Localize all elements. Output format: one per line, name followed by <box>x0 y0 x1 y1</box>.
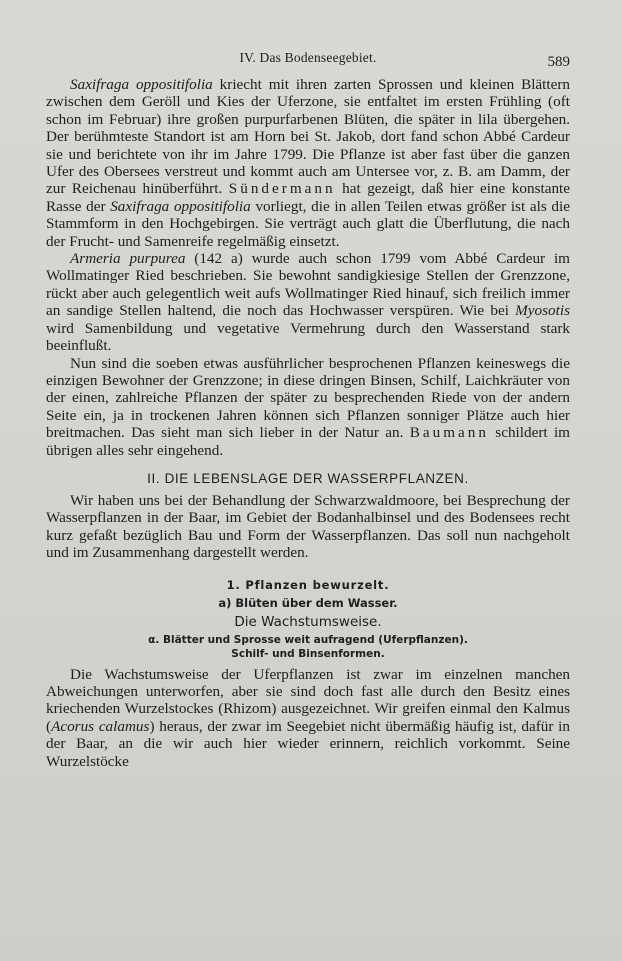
author-name: Sündermann <box>228 180 336 198</box>
subheading-level-3: Die Wachstumsweise. <box>234 613 382 630</box>
genus-name: Myosotis <box>515 302 570 320</box>
section-title: II. DIE LEBENSLAGE DER WASSERPFLANZEN. <box>147 470 469 486</box>
text-run: Die Wachstumsweise der Uferpflanzen ist zwar im einzelnen manchen Abweichungen unterworfen, aber sie sind doch fast alle durch den Besitz eines kriechenden Wurzelstockes (Rhizom) ausgezeichnet. Wir greifen einmal den Kalmus ( <box>46 665 570 735</box>
text-run: kriecht mit ihren zarten Sprossen und kleinen Blättern zwischen dem Geröll und Kies der Uferzone, sie entfaltet im ersten Frühling (oft schon im Februar) ihre großen purpurfarbenen Blüten, die später in lila übergehen. Der berühmteste Standort ist am Horn bei St. Jakob, dort fand schon Abbé Cardeur sie und berichtete von ihr im Jahre 1799. Die Pflanze ist aber fast über die ganzen Ufer des Obersees verstreut und kommt auch am Untersee vor, z. B. am Damm, der zur Reichenau hinüberführt. <box>46 76 570 198</box>
species-name: Armeria purpurea <box>70 250 186 268</box>
paragraph-wachstumsweise <box>46 666 570 770</box>
text-run: schildert im übrigen alles sehr eingehend. <box>46 424 570 459</box>
subheading-level-1: 1. Pflanzen bewurzelt. <box>226 577 390 592</box>
text-run: vorliegt, die in allen Teilen etwas größer ist als die Stammform in den Hochgebirgen. Sie verträgt auch glatt die Überflutung, die nach der Frucht- und Samenreife regelmäßig einsetzt. <box>46 197 570 250</box>
text-run: wird Samenbildung und vegetative Vermehrung durch den Wasserstand stark beeinflußt. <box>46 319 570 355</box>
species-name: Saxifraga oppositifolia <box>70 76 213 93</box>
paragraph-grenzzone <box>46 355 570 459</box>
text-run: ) heraus, der zwar im Seegebiet nicht übermäßig häufig ist, dafür in der Baar, an die wir auch hier wieder erinnern, reichlich vorkommt. Seine Wurzelstöcke <box>46 717 570 770</box>
paragraph-armeria <box>46 250 570 354</box>
species-name: Saxifraga oppositifolia <box>110 197 251 215</box>
paragraph-saxifraga <box>46 76 570 250</box>
subheading-level-2: a) Blüten über dem Wasser. <box>218 595 398 610</box>
subheading-level-4: α. Blätter und Sprosse weit aufragend (Uferpflanzen). <box>148 633 468 646</box>
paragraph-intro: Wir haben uns bei der Behandlung der Schwarzwaldmoore, bei Besprechung der Wasserpflanzen in der Baar, im Gebiet der Bodanhalbinsel und des Bodensees recht kurz gefaßt bezüglich Bau und Form der Wasserpflanzen. Das soll nun nachgeholt und im Zusammenhang dargestellt werden. <box>46 491 570 562</box>
page-header <box>46 46 570 76</box>
subheading-level-5: Schilf- und Binsenformen. <box>231 647 385 660</box>
page-number: 589 <box>547 54 570 70</box>
text-run: (142 a) wurde auch schon 1799 vom Abbé Cardeur im Wollmatinger Ried beschrieben. Sie bewohnt sandigkiesige Stellen der Grenzzone, rückt aber auch gelegentlich weit aufs Wollmatinger Ried hinauf, sich freilich immer an sandige Stellen haltend, die noch das Hochwasser verspüren. Wie bei <box>46 250 570 320</box>
author-name: Baumann <box>409 424 489 442</box>
species-name: Acorus calamus <box>51 717 150 735</box>
text-run: Nun sind die soeben etwas ausführlicher besprochenen Pflanzen keineswegs die einzigen Bewohner der Grenzzone; in diese dringen Binsen, Schilf, Laichkräuter von der einen, zahlreiche Pflanzen der später zu besprechenden Riede von der andern Seite ein, ja in trockenen Jahren können sich Pflanzen sonniger Plätze auch hier breitmachen. Das sieht man sich lieber in der Natur an. <box>46 354 570 442</box>
text-run: hat gezeigt, daß hier eine konstante Rasse der <box>46 180 570 215</box>
running-head: IV. Das Bodenseegebiet. <box>239 50 377 65</box>
